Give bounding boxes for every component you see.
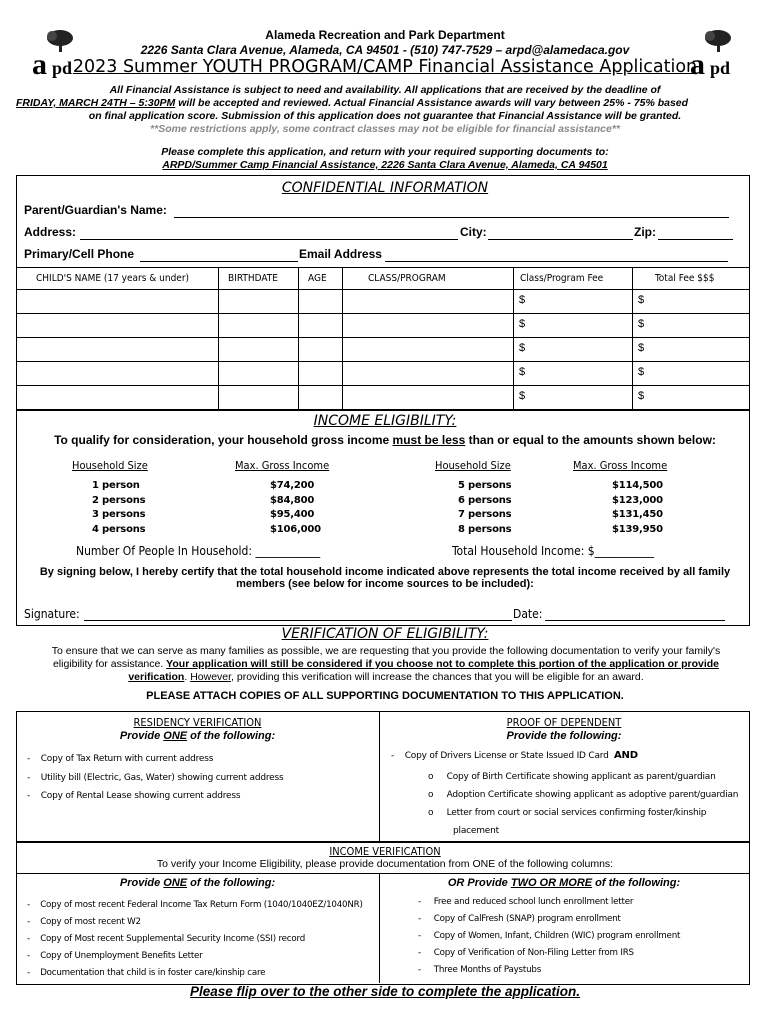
list-item: - Copy of most recent Federal Income Tax Return Form (1040/1040EZ/1040NR) xyxy=(27,900,363,910)
table-row-line xyxy=(16,337,750,338)
email-label: Email Address xyxy=(299,247,382,261)
residency-title: RESIDENCY VERIFICATION xyxy=(133,716,262,729)
page-title: 2023 Summer YOUTH PROGRAM/CAMP Financial Assistance Application xyxy=(72,57,698,77)
income-amount: $123,000 xyxy=(612,494,663,506)
dependent-main-text: Copy of Drivers License or State Issued ID Card xyxy=(404,751,609,761)
max-income-header: Max. Gross Income xyxy=(573,459,668,472)
list-item: - Copy of Unemployment Benefits Letter xyxy=(27,951,203,961)
income-right-amounts xyxy=(612,479,663,537)
income-size: 3 persons xyxy=(92,509,146,520)
list-item: - Copy of Most recent Supplemental Security Income (SSI) record xyxy=(27,934,306,944)
list-item: o Letter from court or social services confirming foster/kinship xyxy=(428,808,707,818)
intro-line3: on final application score. Submission of this application does not guarantee that Financial Assistance will be granted. xyxy=(88,110,682,122)
certify-line2: members (see below for income sources to be included): xyxy=(236,578,534,590)
parent-label: Parent/Guardian's Name: xyxy=(24,203,167,217)
income-heading: INCOME ELIGIBILITY: xyxy=(313,413,457,429)
org-name: Alameda Recreation and Park Department xyxy=(265,28,505,42)
dependent-item: Letter from court or social services confirming foster/kinship xyxy=(446,808,707,818)
list-item: o Adoption Certificate showing applicant as adoptive parent/guardian xyxy=(428,790,739,800)
dependent-title: PROOF OF DEPENDENT xyxy=(506,716,622,729)
iv-right-a: OR Provide xyxy=(447,877,511,889)
table-row-line xyxy=(16,385,750,386)
fee-dollar: $ xyxy=(519,294,526,306)
svg-text:pd: pd xyxy=(52,58,73,78)
income-amount: $74,200 xyxy=(270,480,315,491)
income-intro-a: To qualify for consideration, your household gross income xyxy=(54,433,393,447)
iv-left-u: ONE xyxy=(163,877,188,889)
income-intro-b: than or equal to the amounts shown below: xyxy=(465,433,716,447)
income-left-amounts xyxy=(270,479,321,537)
income-size: 6 persons xyxy=(458,494,512,506)
org-address: 2226 Santa Clara Avenue, Alameda, CA 94501 - (510) 747-7529 – arpd@alamedaca.gov xyxy=(140,43,630,57)
income-amount: $95,400 xyxy=(270,509,315,520)
confidential-heading: CONFIDENTIAL INFORMATION xyxy=(281,180,489,196)
list-item: - Copy of CalFresh (SNAP) program enrollment xyxy=(418,914,621,924)
verification-text1: To ensure that we can serve as many families as possible, we are requesting that you provide the following documentation to verify your family's xyxy=(51,645,721,657)
certify-line1: By signing below, I hereby certify that the total household income indicated above represents the total income received by all family xyxy=(39,566,731,578)
max-income-header: Max. Gross Income xyxy=(235,459,330,472)
iv-left-item: Copy of Unemployment Benefits Letter xyxy=(40,951,203,961)
list-item: - Documentation that child is in foster care/kinship care xyxy=(27,968,266,978)
iv-right-item: Three Months of Paystubs xyxy=(433,965,542,975)
list-item: - Utility bill (Electric, Gas, Water) showing current address xyxy=(27,772,284,783)
residency-sub-u: ONE xyxy=(163,730,188,742)
dependent-sub: Provide the following: xyxy=(506,730,622,742)
deadline: FRIDAY, MARCH 24TH – 5:30PM xyxy=(16,97,176,109)
list-item: - Copy of Women, Infant, Children (WIC) program enrollment xyxy=(418,931,681,941)
table-row-line xyxy=(16,313,750,314)
list-item: - Three Months of Paystubs xyxy=(418,965,542,975)
income-amount: $114,500 xyxy=(612,480,663,491)
iv-left-b: of the following: xyxy=(187,877,276,889)
income-verification-sub: To verify your Income Eligibility, please provide documentation from ONE of the following columns: xyxy=(156,858,614,870)
flip-over-note: Please flip over to the other side to complete the application. xyxy=(189,984,581,999)
income-amount: $131,450 xyxy=(612,509,663,520)
list-item: o Copy of Birth Certificate showing applicant as parent/guardian xyxy=(428,772,716,782)
intro-line2 xyxy=(16,97,770,109)
svg-text:a: a xyxy=(690,48,705,78)
list-item: - Copy of most recent W2 xyxy=(27,917,141,927)
income-size: 1 person xyxy=(92,480,140,491)
address-input[interactable] xyxy=(80,239,458,240)
dependent-and: AND xyxy=(614,750,638,761)
fee-dollar: $ xyxy=(519,342,526,354)
iv-left-header xyxy=(16,877,379,889)
household-size-header: Household Size xyxy=(435,459,511,472)
iv-left-item: Copy of most recent W2 xyxy=(40,917,141,927)
total-income-field[interactable]: Total Household Income: $___________ xyxy=(452,544,655,558)
col-class-program: CLASS/PROGRAM xyxy=(368,273,446,284)
iv-right-list xyxy=(418,894,680,979)
list-item: - Copy of Rental Lease showing current address xyxy=(27,791,241,801)
address-label: Address: xyxy=(24,225,77,239)
income-size: 8 persons xyxy=(458,523,512,535)
city-label: City: xyxy=(460,225,487,239)
table-row-line xyxy=(16,361,750,362)
income-size: 2 persons xyxy=(92,494,146,506)
verification-heading: VERIFICATION OF ELIGIBILITY: xyxy=(281,626,489,642)
income-amount: $139,950 xyxy=(612,523,663,535)
verification-text3u2: However xyxy=(190,671,232,683)
date-input[interactable] xyxy=(545,620,725,621)
restrictions-note: **Some restrictions apply, some contract classes may not be eligible for financial assistance** xyxy=(150,123,620,135)
iv-left-item: Documentation that child is in foster care/kinship care xyxy=(40,968,266,978)
iv-right-u: TWO OR MORE xyxy=(510,877,593,889)
iv-right-item: Copy of CalFresh (SNAP) program enrollment xyxy=(433,914,621,924)
income-intro xyxy=(0,433,770,447)
return-line1: Please complete this application, and return with your required supporting documents to: xyxy=(161,146,609,158)
iv-left-a: Provide xyxy=(119,877,164,889)
signature-input[interactable] xyxy=(84,620,512,621)
residency-sub-a: Provide xyxy=(119,730,164,742)
zip-label: Zip: xyxy=(634,225,656,239)
dependent-main: - Copy of Drivers License or State Issued ID Card AND xyxy=(391,750,638,761)
table-row-line xyxy=(16,289,750,290)
total-dollar: $ xyxy=(638,318,645,330)
fee-dollar: $ xyxy=(519,366,526,378)
parent-input[interactable] xyxy=(174,217,729,218)
svg-text:pd: pd xyxy=(710,58,731,78)
residency-item: Copy of Rental Lease showing current address xyxy=(40,791,241,801)
email-input[interactable] xyxy=(385,261,728,262)
phone-label: Primary/Cell Phone xyxy=(24,247,135,261)
fee-dollar: $ xyxy=(519,390,526,402)
verification-text3 xyxy=(16,671,756,683)
dependent-item: Copy of Birth Certificate showing applicant as parent/guardian xyxy=(446,772,716,782)
income-size: 5 persons xyxy=(458,480,512,491)
list-item: - Copy of Verification of Non-Filing Letter from IRS xyxy=(418,948,634,958)
intro-line2-text: will be accepted and reviewed. Actual Financial Assistance awards will vary between 25% - 75% based xyxy=(175,97,689,109)
dependent-list xyxy=(428,768,738,840)
residency-sub-b: of the following: xyxy=(187,730,276,742)
signature-label: Signature: xyxy=(24,607,80,621)
list-item xyxy=(428,822,738,840)
verification-text2a: eligibility for assistance. xyxy=(52,658,167,670)
iv-right-b: of the following: xyxy=(592,877,681,889)
iv-left-list xyxy=(27,897,363,982)
verification-text3a: . xyxy=(184,671,191,683)
phone-input[interactable] xyxy=(140,261,298,262)
income-amount: $106,000 xyxy=(270,523,321,535)
dependent-item: placement xyxy=(453,826,499,836)
people-count-field[interactable]: Number Of People In Household: ____________ xyxy=(76,544,321,558)
col-total-fee: Total Fee $$$ xyxy=(655,273,715,284)
dependent-item: Adoption Certificate showing applicant as adoptive parent/guardian xyxy=(446,790,739,800)
svg-text:a: a xyxy=(32,48,47,78)
return-line2: ARPD/Summer Camp Financial Assistance, 2226 Santa Clara Avenue, Alameda, CA 94501 xyxy=(162,159,608,171)
iv-left-item: Copy of Most recent Supplemental Security Income (SSI) record xyxy=(40,934,306,944)
residency-item: Copy of Tax Return with current address xyxy=(40,754,214,764)
income-right-sizes xyxy=(458,479,511,537)
income-verification-line xyxy=(16,873,750,874)
iv-left-item: Copy of most recent Federal Income Tax Return Form (1040/1040EZ/1040NR) xyxy=(40,900,363,910)
iv-right-item: Copy of Women, Infant, Children (WIC) program enrollment xyxy=(433,931,681,941)
zip-input[interactable] xyxy=(658,239,733,240)
residency-list xyxy=(27,750,284,806)
verification-text2u: Your application will still be considered if you choose not to complete this portion of the application or provide xyxy=(166,658,720,670)
income-size: 4 persons xyxy=(92,523,146,535)
income-amount: $84,800 xyxy=(270,494,315,506)
list-item: - Copy of Tax Return with current address xyxy=(27,754,214,764)
list-item: - Free and reduced school lunch enrollment letter xyxy=(418,897,634,907)
col-age: AGE xyxy=(308,273,327,284)
fee-dollar: $ xyxy=(519,318,526,330)
total-dollar: $ xyxy=(638,294,645,306)
iv-right-item: Copy of Verification of Non-Filing Letter from IRS xyxy=(433,948,634,958)
income-left-sizes xyxy=(92,479,145,537)
residency-item: Utility bill (Electric, Gas, Water) showing current address xyxy=(40,772,284,783)
col-birthdate: BIRTHDATE xyxy=(228,273,278,284)
total-dollar: $ xyxy=(638,366,645,378)
household-size-header: Household Size xyxy=(72,459,148,472)
iv-right-header xyxy=(380,877,748,889)
attach-docs-note: PLEASE ATTACH COPIES OF ALL SUPPORTING DOCUMENTATION TO THIS APPLICATION. xyxy=(146,690,624,702)
date-label: Date: xyxy=(513,607,543,621)
income-verification-divider xyxy=(379,873,380,983)
col-program-fee: Class/Program Fee xyxy=(520,273,604,284)
col-child-name: CHILD'S NAME (17 years & under) xyxy=(36,273,190,284)
table-top-line xyxy=(16,267,750,268)
total-dollar: $ xyxy=(638,390,645,402)
income-intro-u: must be less xyxy=(392,433,466,447)
income-verification-title: INCOME VERIFICATION xyxy=(329,845,441,858)
total-dollar: $ xyxy=(638,342,645,354)
iv-right-item: Free and reduced school lunch enrollment letter xyxy=(433,897,634,907)
verification-text3u1: verification xyxy=(128,671,185,683)
income-size: 7 persons xyxy=(458,509,512,520)
residency-sub xyxy=(16,730,379,742)
verification-text2 xyxy=(16,658,756,670)
intro-line1: All Financial Assistance is subject to need and availability. All applications that are received by the deadline of xyxy=(109,84,661,96)
city-input[interactable] xyxy=(488,239,633,240)
verification-text3b: , providing this verification will increase the chances that you will be eligible for an award. xyxy=(231,671,644,683)
